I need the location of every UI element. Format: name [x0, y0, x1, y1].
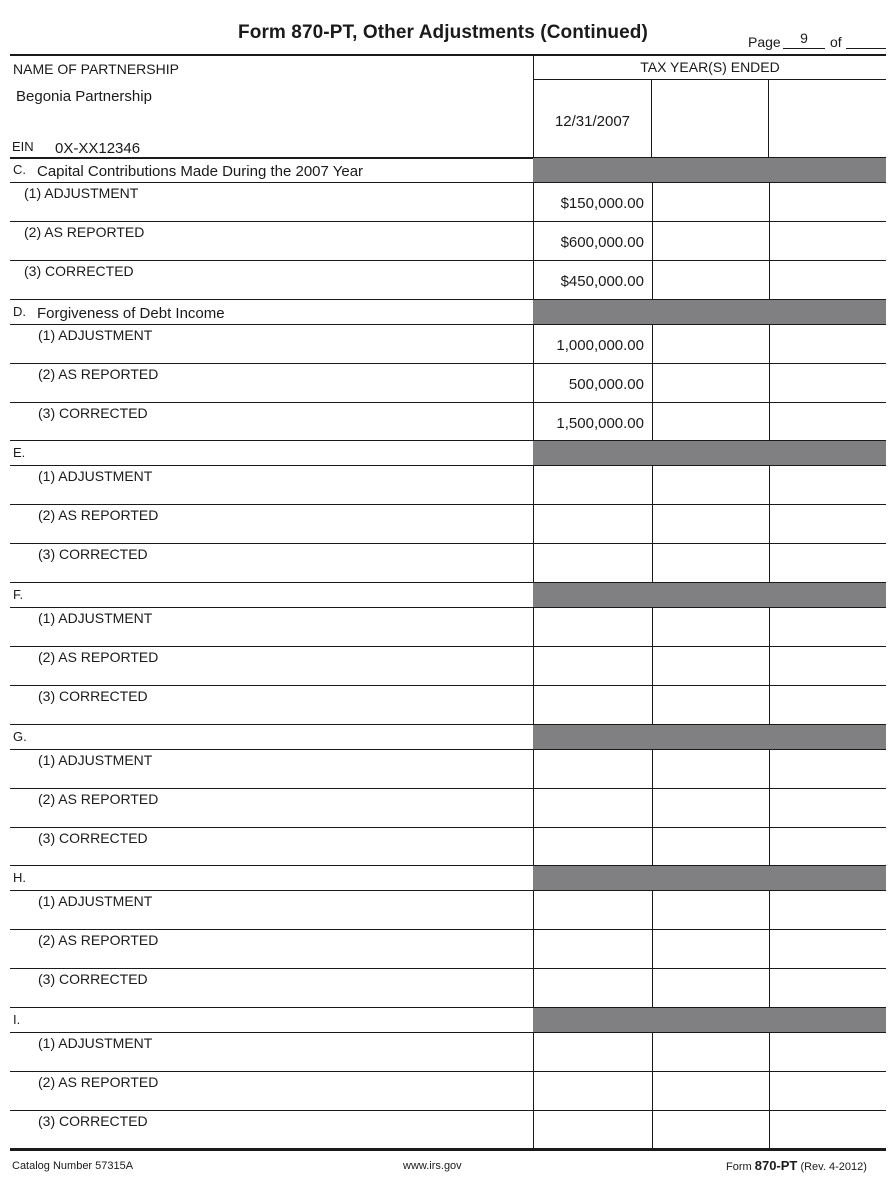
section-h-adjustment-label: (1) ADJUSTMENT — [38, 893, 153, 909]
section-d-title: Forgiveness of Debt Income — [37, 305, 225, 322]
section-i-adjustment-label: (1) ADJUSTMENT — [38, 1035, 153, 1051]
form-title: Form 870-PT, Other Adjustments (Continued) — [238, 22, 648, 43]
section-h-letter: H. — [13, 870, 26, 885]
section-h-shade — [533, 866, 886, 890]
page-number: 9 — [800, 30, 808, 46]
ein-label: EIN — [12, 139, 34, 154]
section-i-letter: I. — [13, 1012, 21, 1027]
section-e-shade — [533, 441, 886, 465]
tax-year-1: 12/31/2007 — [554, 113, 631, 130]
section-e-adjustment-label: (1) ADJUSTMENT — [38, 468, 153, 484]
section-f-shade — [533, 583, 886, 607]
section-f-adjustment-label: (1) ADJUSTMENT — [38, 610, 153, 626]
section-e-letter: E. — [13, 445, 26, 460]
tax-years-label: TAX YEAR(S) ENDED — [640, 59, 780, 75]
section-c-title: Capital Contributions Made During the 2007 Year — [37, 163, 364, 180]
catalog-number: Catalog Number 57315A — [12, 1160, 134, 1172]
section-c-as-reported-value-1: $600,000.00 — [560, 234, 644, 251]
section-d-corrected-label: (3) CORRECTED — [38, 405, 148, 421]
partnership-name: Begonia Partnership — [16, 88, 152, 105]
section-c-corrected-label: (3) CORRECTED — [24, 263, 134, 279]
irs-website: www.irs.gov — [403, 1160, 462, 1172]
section-d-as-reported-value-1: 500,000.00 — [568, 376, 644, 393]
section-d-adjustment-value-1: 1,000,000.00 — [556, 337, 644, 354]
section-i-corrected-label: (3) CORRECTED — [38, 1113, 148, 1129]
form-prefix: Form — [726, 1161, 752, 1173]
section-c-letter: C. — [13, 162, 26, 177]
section-d-as-reported-label: (2) AS REPORTED — [38, 366, 159, 382]
section-d-shade — [533, 300, 886, 324]
ein-value: 0X-XX12346 — [55, 140, 141, 157]
section-c-adjustment-value-1: $150,000.00 — [560, 195, 644, 212]
form-number: 870-PT — [754, 1158, 798, 1173]
section-c-as-reported-label: (2) AS REPORTED — [24, 224, 145, 240]
section-c-corrected-value-1: $450,000.00 — [560, 273, 644, 290]
section-f-as-reported-label: (2) AS REPORTED — [38, 649, 159, 665]
section-g-shade — [533, 725, 886, 749]
name-of-partnership-label: NAME OF PARTNERSHIP — [13, 61, 179, 77]
section-f-letter: F. — [13, 587, 24, 602]
of-label: of — [830, 34, 842, 50]
section-d-adjustment-label: (1) ADJUSTMENT — [38, 327, 153, 343]
page-label: Page — [748, 34, 781, 50]
section-i-as-reported-label: (2) AS REPORTED — [38, 1074, 159, 1090]
section-e-corrected-label: (3) CORRECTED — [38, 546, 148, 562]
section-d-letter: D. — [13, 304, 26, 319]
section-d-corrected-value-1: 1,500,000.00 — [556, 415, 644, 432]
section-e-as-reported-label: (2) AS REPORTED — [38, 507, 159, 523]
section-c-shade — [533, 158, 886, 182]
section-c-adjustment-label: (1) ADJUSTMENT — [24, 185, 139, 201]
revision: (Rev. 4-2012) — [800, 1161, 867, 1173]
section-g-as-reported-label: (2) AS REPORTED — [38, 791, 159, 807]
section-i-shade — [533, 1008, 886, 1032]
section-g-letter: G. — [13, 729, 27, 744]
section-h-corrected-label: (3) CORRECTED — [38, 971, 148, 987]
section-f-corrected-label: (3) CORRECTED — [38, 688, 148, 704]
section-g-adjustment-label: (1) ADJUSTMENT — [38, 752, 153, 768]
section-g-corrected-label: (3) CORRECTED — [38, 830, 148, 846]
form-revision — [726, 1158, 867, 1173]
section-h-as-reported-label: (2) AS REPORTED — [38, 932, 159, 948]
